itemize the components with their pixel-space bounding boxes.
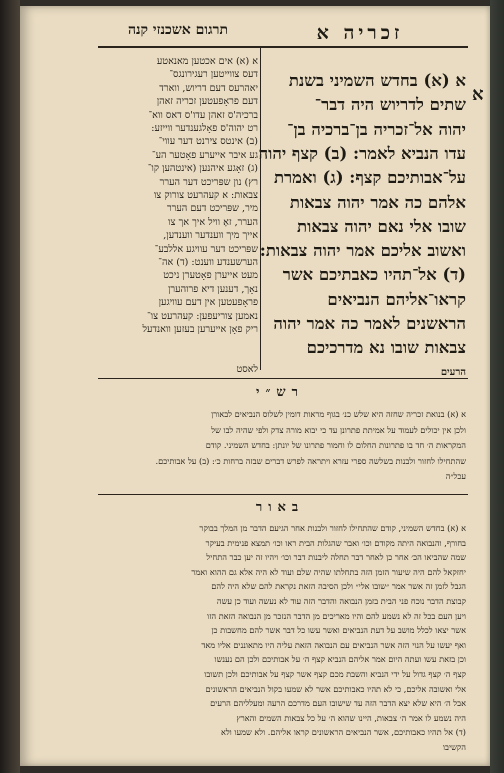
biur-line: ויען העם בכל זה לא נשמע להם והיו מאריכים מן הדבר הנזכר מן הנבואה הזאת הזו [207,610,466,621]
biur-line: הגבל לזמן זה אשר אמר ״שובו אלי״ ולכן הסיבה הזאת נקראת להם שלא היה להם [211,581,466,592]
targ-line: נאמען צוריעפען: קעהרעט צו־ [146,310,258,322]
header-rule [98,46,468,48]
targ-line: לאסט [236,364,258,376]
targ-line: מיר, שפּריכט דעם הערר [166,203,258,215]
book-page [20,6,490,766]
targ-line: צבאות: א קעהרעט צורוק צו [153,190,258,201]
main-line: (ד) אל־תהיו כאבתיכם אשר [282,265,466,285]
targ-line: מעט אייערן פאָטערן ניכט [163,270,258,282]
rashi-line: שהתחילו לחזור ולבנות בשלשה ספרי עזרא ויתראה לפרש דברים שבזה ברחות כ׳: (ב) על אבותיכם. [155,455,466,466]
main-line: צבאות שובו נא מדרכיכם [306,338,466,358]
main-line: יהוה אל־זכריה בן־ברכיה בן־ [287,119,466,139]
targ-line: רט יהוה'ס פאָלגענדער ווייזע: [151,123,258,134]
biur-line: הקשיבו [442,742,466,752]
targ-line: (ב) אינטס צירנט דער עווי־ [158,136,258,148]
biur-line: יחזקאל להם היה שיעור הזמן הזה בתחלתו שהיה שלם ועוד לא היה אלא גם ההוא ואמר [191,566,466,577]
targ-line: דעס צווייטען רעגירונגס־ [169,69,258,81]
biur-rule [98,494,468,495]
rashi-line: המקראות ה׳ חד בו פתרונות החלום לו וחמור פתרונו של יונתן: בחדש השמיני. קודם [205,440,466,450]
chapter-title: זכריה א [316,22,404,44]
targ-line: נאָך, דענען דיא פרוהערן [167,283,258,295]
main-line: על־אבותיכם קצף: (ג) ואמרת [273,168,466,188]
book-edge [490,0,504,773]
targ-line: ברכיה'ס זאהן עדו'ס דאס ווא־ [148,109,258,121]
biur-line: היה נשמע לו אמר ה׳ צבאות, היינו שהוא ה׳ על כל צבאות השמים והארץ [236,712,466,723]
targ-line: רץ) נון שפּריכט דער הערר [159,176,258,188]
chapter-marker: א [472,84,484,105]
biur-line: (ד) אל תהיו כאבותיכם, אשר הנביאים הראשונים קראו אליהם. ולא שמעו ולא [220,727,466,738]
biur-title: באור [255,500,305,515]
targum-title: תרגום אשכנזי קנה [127,22,229,38]
targ-line: הערר, זאָ וויל איך אך צו [168,216,258,228]
rashi-line: ולכן אין יכולים לעמוד על אמיתת פתרונן עד כי יבוא מורה צדק ולפי שהיה לבו של [211,424,466,435]
targ-line: ריק פאָן אייערען בעזען וואנדעל [142,324,258,335]
main-line: קראו־אליהם הנביאים [327,289,466,309]
main-line: א (א) בחדש השמיני בשנת [288,71,466,90]
biur-line: א (א) בחדש השמיני, קודם שהתחילו לחזור ולבנות אחר הגיעם הדבר מן המלך בבוקר [199,523,466,533]
targ-line: פראָפעטען אין דעם עוויגען [158,297,258,309]
biur-line: ואף יעשו על הנוי הזה אשר הנביאים עם הנבואה הזאת עליה היו מתאוננים אליו מאד [201,639,466,650]
biur-line: וכן בזאת עשו ועתה היום אמר אליהם הנביא קצף ה׳ על אבותיכם ולכן הם נענשו [214,654,466,665]
targ-line: א (א) אים אכטען מאנאטע [156,56,258,67]
main-line: שובו אלי נאם יהוה צבאות [297,216,466,236]
biur-line: אבל ה׳ היא שלא יצא הדבר הזה עד שישובו העם מדרכם הרעה ומעלליהם הרעים [210,698,466,709]
biur-line: אלי ואשובה אליכם, כי לא תהיו כאבותיכם אשר לא שמעו בקול הנביאים הראשונים [205,683,466,694]
targ-line: הערשענדע ווענט: (ד) אה־ [158,257,258,268]
targ-line: דעם פראָפעטען זכריה זאהן [156,96,258,108]
targ-line: גע איבר אייערע פאָטער הע־ [151,149,258,161]
main-catchword: הרעים [440,367,466,378]
main-line: אלהם כה אמר יהוה צבאות [289,192,466,212]
main-line: עדו הנביא לאמר: (ב) קצף יהוה [258,143,466,163]
rashi-title: רש״י [256,385,304,400]
targ-line: (ג) זאָגע איהנען (אינטהען קו־ [147,163,258,175]
rashi-line: א (א) בנואת זכריה שחזה היא שלש כנ׳ בגוף מראות דומין לשלוס הנביאים לבאורן [211,409,466,419]
biur-line: בחורף, והנבואה היתה מקודם וכו׳ ואבר שהגלות הבית ראו וכו׳ תמצא פנימית בעיקר [205,537,466,548]
biur-line: אשר יצאו לכלל מושב על דעת הנביאים ואשר עשו כל דבר אשר להם מחשבות כן [211,625,466,636]
rashi-line: עכל״ה [445,471,466,481]
main-line: שתים לדריוש היה דבר־ [314,95,466,115]
biur-line: קבוצת הדבר נוכח פני הבית בזמן הנבואה והדבר הזה עוד לא נעשה ועוד כן עשה [216,596,466,606]
biur-line: שמה שהביאו הכ׳ אחר כן לאחר דבר תחלה ליבנות דבר וכו׳ ויהיו זה יען כבר התחיל [206,552,466,563]
main-line: ואשוב אליכם אמר יהוה צבאות: [259,241,466,261]
targ-line: אייך מיך ווענדער ווענדען, [163,230,258,242]
targ-line: שפּריכט דער עוויגע אללבע־ [154,243,258,255]
book-spine [0,0,20,773]
main-line: הראשנים לאמר כה אמר יהוה [273,314,466,333]
biur-line: קצף ה׳ קצף גדול על ידי הנביא והשבת מכם קצף אשר קצף על אבותיכם ולכן תשובו [204,669,466,679]
rashi-rule [98,378,468,379]
targ-line: יאהרעס דעם דריוש, ווארד [159,82,258,94]
